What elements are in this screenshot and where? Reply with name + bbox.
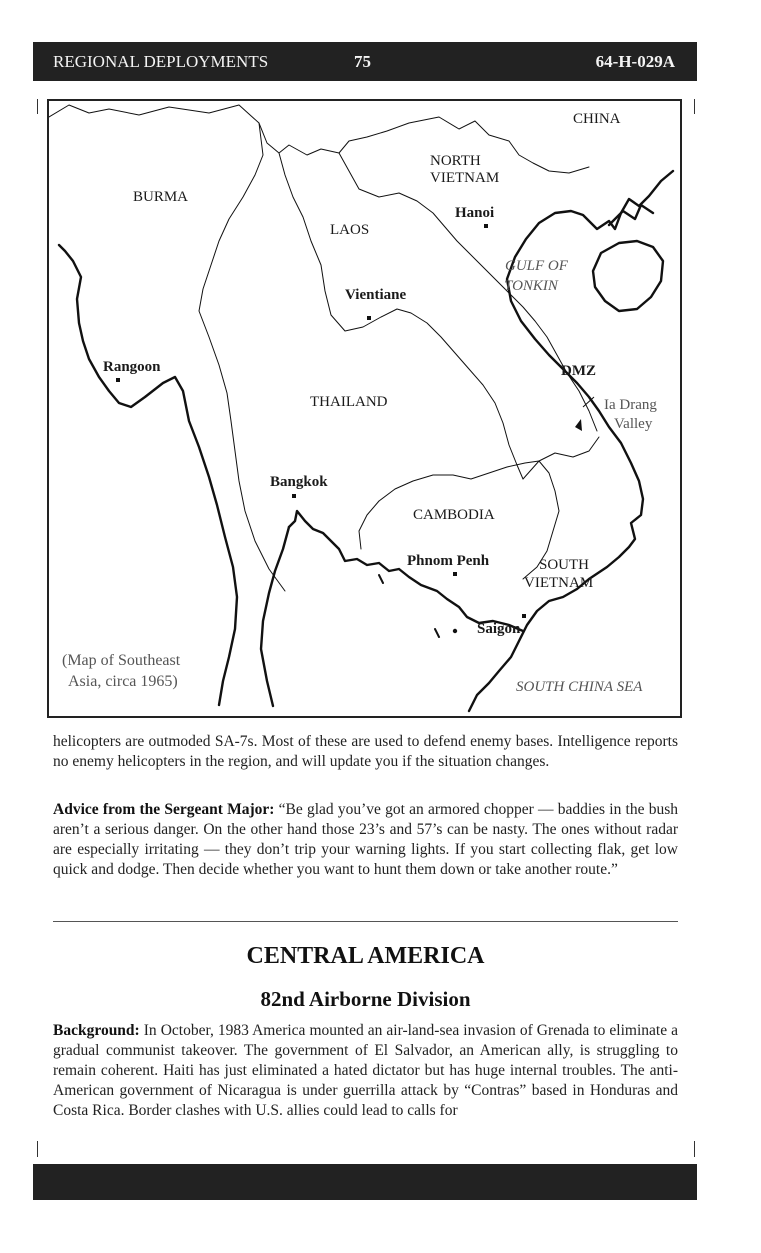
leizhou-peninsula: [609, 205, 653, 225]
section-title: CENTRAL AMERICA: [246, 943, 485, 969]
right-margin-rule-top: [694, 99, 695, 114]
label-north-vietnam-line2: VIETNAM: [430, 170, 500, 186]
island-3: [453, 629, 457, 633]
label-laos: LAOS: [330, 222, 370, 238]
paragraph-background: [53, 1021, 678, 1121]
label-gulf-line2: TONKIN: [504, 278, 558, 294]
label-saigon: Saigon: [477, 621, 521, 637]
label-south-vietnam-line2: VIETNAM: [524, 575, 594, 591]
rangoon-marker: [116, 378, 120, 382]
southeast-asia-map: [47, 99, 682, 718]
section-divider: [53, 921, 678, 922]
header-doc-code: 64-H-029A: [595, 52, 675, 71]
paragraph-advice: [53, 800, 678, 880]
label-south-china-sea: SOUTH CHINA SEA: [516, 679, 643, 695]
label-cambodia: CAMBODIA: [413, 507, 495, 523]
header-page-number: 75: [354, 52, 371, 71]
phnom-penh-marker: [453, 572, 457, 576]
advice-text: “Be glad you’ve got an armored chopper — baddies in the bush aren’t a serious danger. On the other hand those 23’s and 57’s can be nasty. The ones without radar are especially irritating — they don’t trip your warning lights. If you start collecting flak, get low quick and dodge. Then decide whether you want to hunt them down or take another route.”: [53, 801, 678, 878]
label-vientiane: Vientiane: [345, 287, 407, 303]
coastline-thai-peninsula: [261, 527, 289, 706]
label-ia-drang-line1: Ia Drang: [604, 397, 657, 413]
ia-drang-marker: [575, 419, 582, 431]
page-footer-bar: [33, 1164, 697, 1200]
coastline-burma: [59, 245, 237, 705]
label-dmz: DMZ: [561, 363, 596, 379]
label-thailand: THAILAND: [310, 394, 388, 410]
background-text: In October, 1983 America mounted an air-land-sea invasion of Grenada to eliminate a gradual communist takeover. The government of El Salvador, an American ally, is struggling to remain coherent. Haiti has just eliminated a hated dictator but has huge internal troubles. The anti-American government of Nicaragua is under guerrilla attack by “Contras” based in Honduras and Costa Rica. Border clashes with U.S. allies could lead to calls for: [53, 1022, 678, 1119]
page-header: [33, 42, 697, 81]
border-vietnam-cambodia: [523, 437, 599, 479]
label-china: CHINA: [573, 111, 621, 127]
border-cambodia-west: [359, 501, 379, 549]
label-phnom-penh: Phnom Penh: [407, 553, 490, 569]
label-south-vietnam-line1: SOUTH: [539, 557, 590, 573]
section-subtitle: 82nd Airborne Division: [260, 987, 471, 1011]
label-burma: BURMA: [133, 189, 189, 205]
coastline-cambodia-gulf: [289, 511, 523, 631]
vientiane-marker: [367, 316, 371, 320]
hanoi-marker: [484, 224, 488, 228]
label-bangkok: Bangkok: [270, 474, 328, 490]
label-gulf-line1: GULF OF: [505, 258, 568, 274]
label-ia-drang-line2: Valley: [614, 416, 653, 432]
advice-label: Advice from the Sergeant Major:: [53, 801, 275, 818]
border-laos: [279, 153, 523, 479]
map-caption-line2: Asia, circa 1965): [68, 673, 178, 690]
island-2: [435, 629, 439, 637]
left-margin-rule-bottom: [37, 1141, 38, 1157]
border-china: [49, 105, 589, 173]
bangkok-marker: [292, 494, 296, 498]
left-margin-rule-top: [37, 99, 38, 114]
label-rangoon: Rangoon: [103, 359, 161, 375]
label-hanoi: Hanoi: [455, 205, 495, 221]
map-caption-line1: (Map of Southeast: [62, 652, 181, 669]
header-section-title: REGIONAL DEPLOYMENTS: [53, 52, 269, 71]
hainan-island: [593, 241, 663, 311]
label-north-vietnam-line1: NORTH: [430, 153, 481, 169]
paragraph-helicopters: helicopters are outmoded SA-7s. Most of these are used to defend enemy bases. Intelligence reports no enemy helicopters in the region, and will update you if the situation changes.: [53, 733, 678, 770]
saigon-marker: [522, 614, 526, 618]
island-1: [379, 575, 383, 583]
right-margin-rule-bottom: [694, 1141, 695, 1157]
border-burma-laos-thailand: [199, 123, 285, 591]
background-label: Background:: [53, 1022, 140, 1039]
